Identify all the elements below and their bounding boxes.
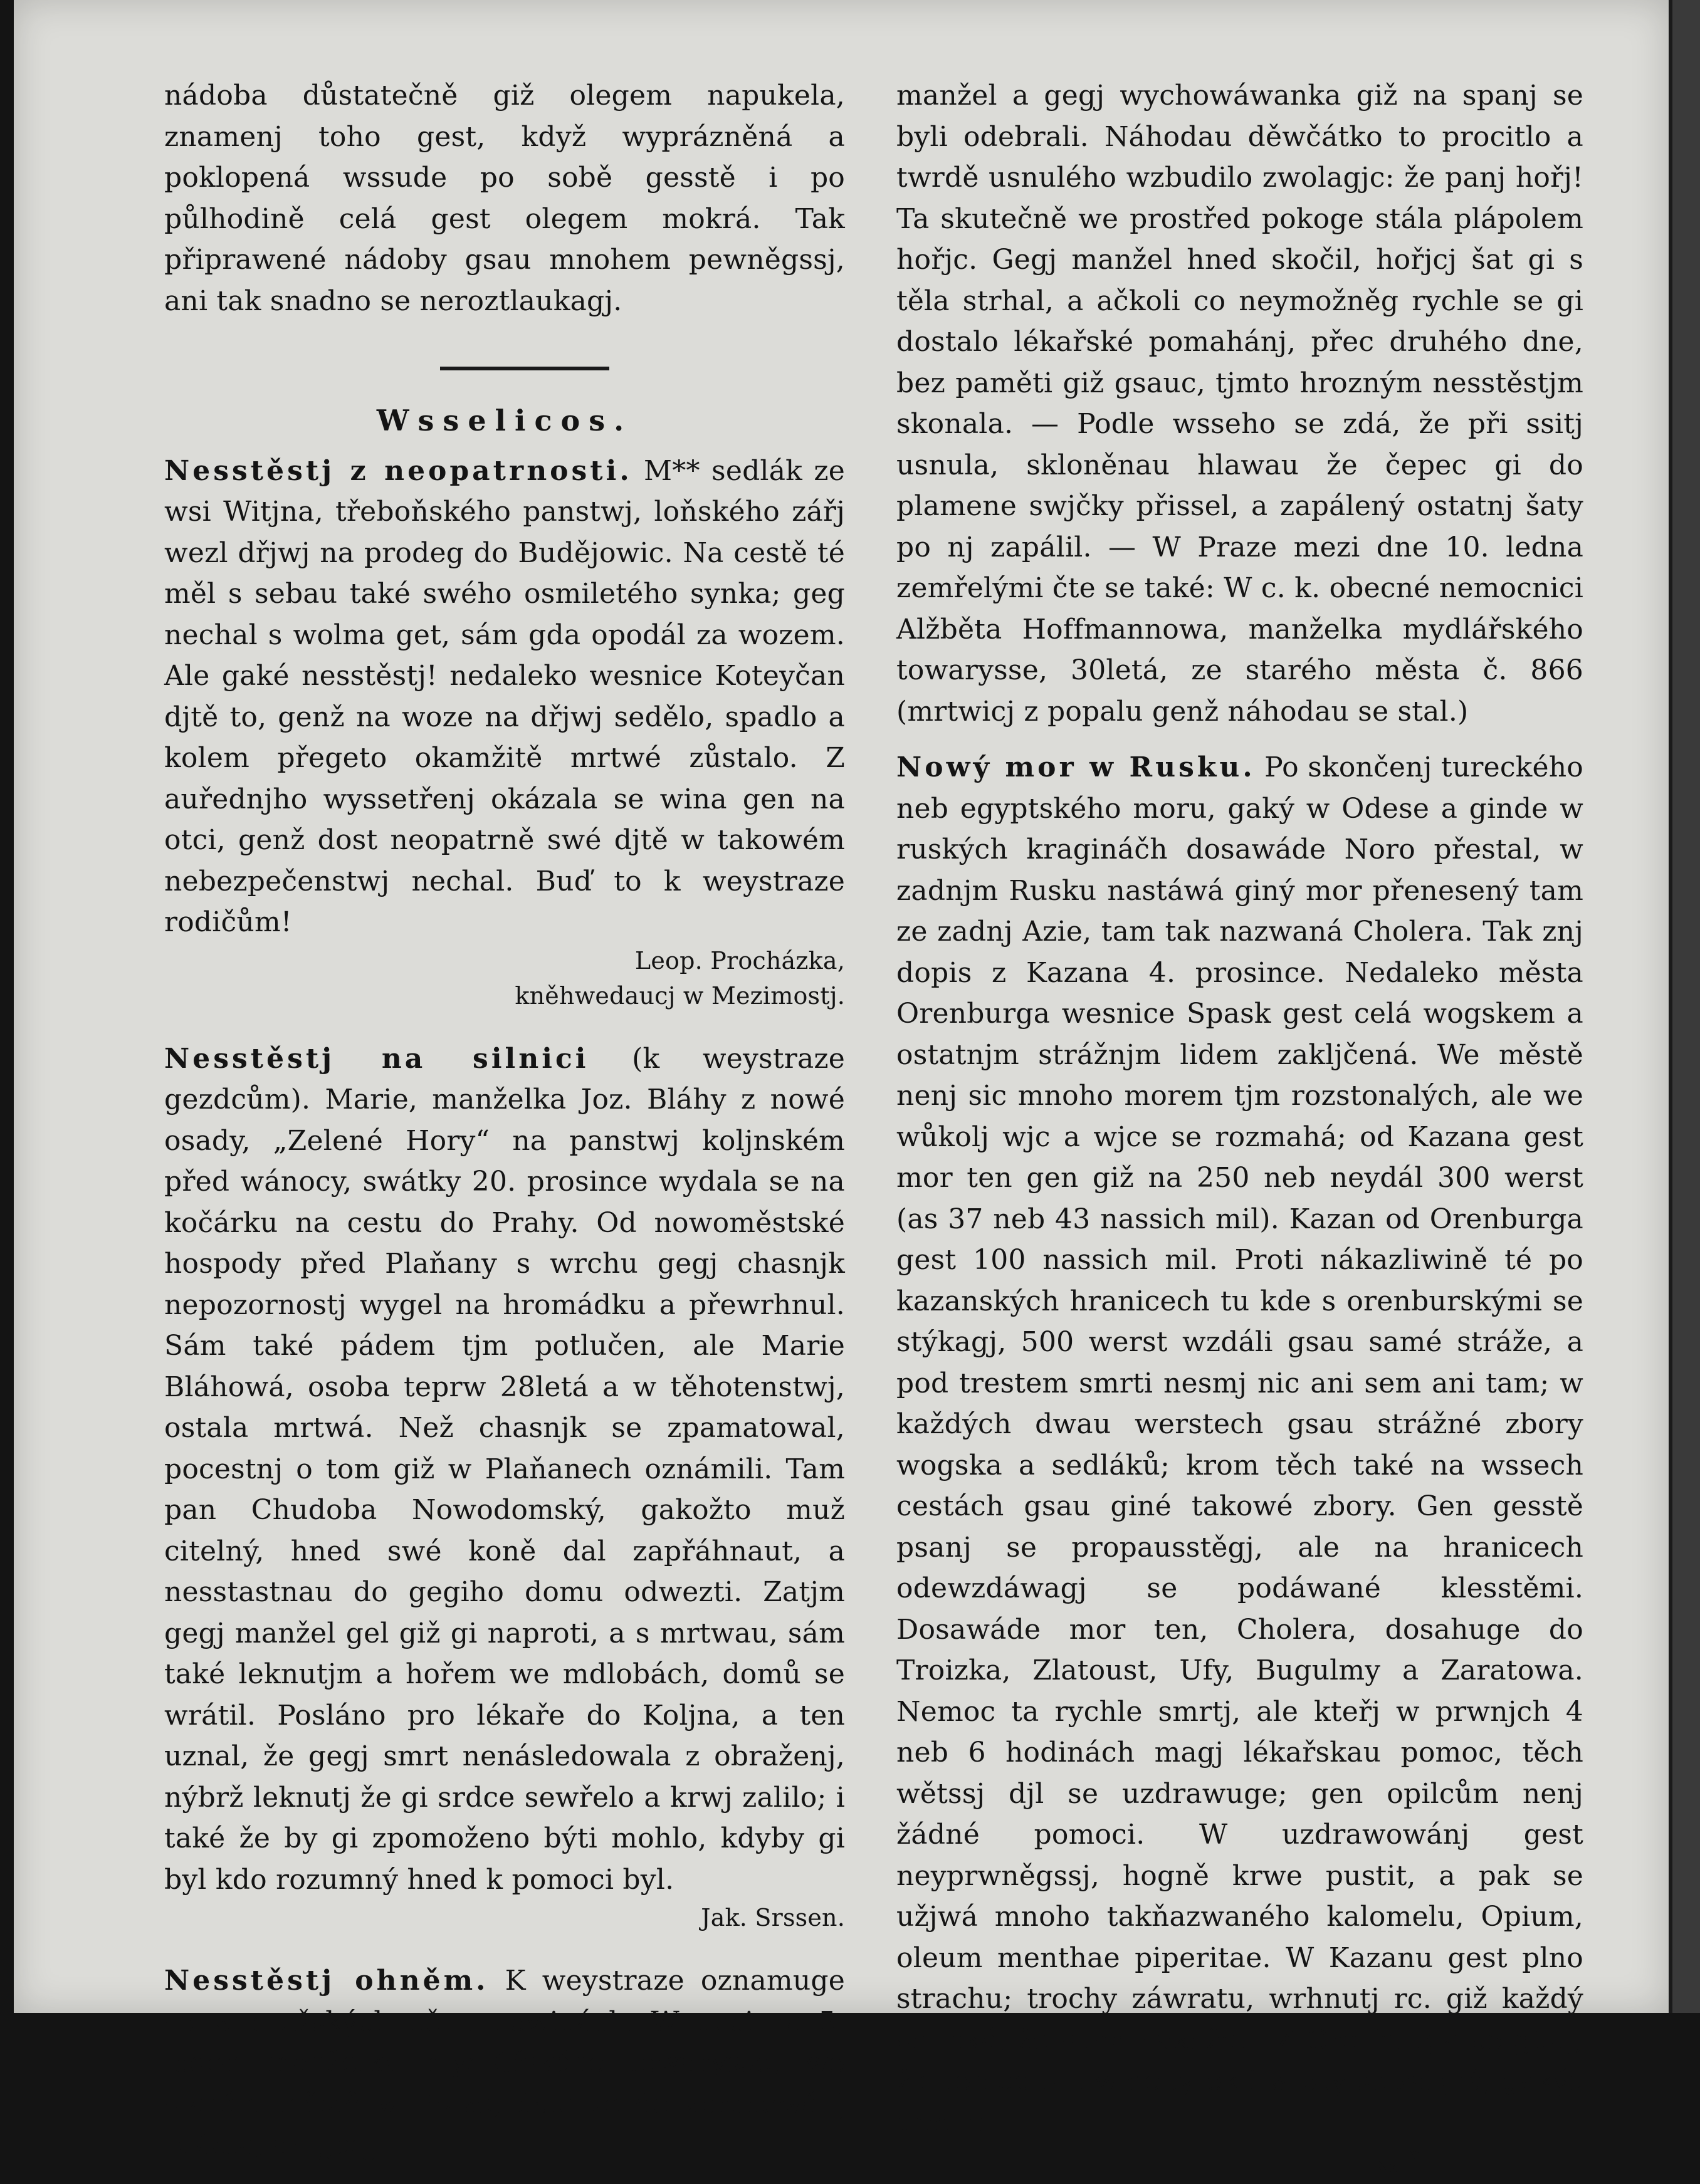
article-signature xyxy=(164,943,845,1013)
signature-name: Leop. Procházka, xyxy=(634,946,845,974)
signature-title: kněhwedaucj w Mezimostj. xyxy=(515,981,845,1010)
continuation-paragraph: manžel a gegj wychowáwanka giž na spanj se byli odebrali. Náhodau děwčátko to procitlo a twrdě usnulého wzbudilo zwolagjc: že panj hořj! Ta skutečně we prostřed pokoge stála plápolem hořjc. Gegj manžel hned skočil, hořjcj šat gi s těla strhal, a ačkoli co neymožněg rychle se gi dostalo lékařské pomahánj, přec druhého dne, bez paměti giž gsauc, tjmto hrozným nesstěstjm skonala. — Podle wsseho se zdá, že při ssitj usnula, skloněnau hlawau že čepec gi do plamene swjčky přissel, a zapálený ostatnj šaty po nj zapálil. — W Praze mezi dne 10. ledna zemřelými čte se také: W c. k. obecné nemocnici Alžběta Hoffmannowa, manželka mydlářského towarysse, 30letá, ze starého města č. 866 (mrtwicj z popalu genž náhodau se stal.) xyxy=(896,80,1583,728)
spacer xyxy=(164,1935,845,1960)
signature-name: Jak. Srssen. xyxy=(701,1904,845,1931)
article-lead: Nowý mor w Rusku. xyxy=(896,751,1256,783)
article-body: M** sedlák ze wsi Witjna, třeboňského panstwj, loňského zářj wezl dřjwj na prodeg do Budějowic. Na cestě té měl s sebau také swého osmiletého synka; geg nechal s wolma get, sám gda opodál za wozem. Ale gaké nesstěstj! nedaleko wesnice Koteyčan djtě to, genž na woze na dřjwj sedělo, spadlo a kolem přegeto okamžitě mrtwé zůstalo. Z auřednjho wyssetřenj okázala se wina gen na otci, genž dost neopatrně swé djtě w takowém nebezpečenstwj nechal. Buď to k weystraze rodičům! xyxy=(164,454,845,938)
article-body: (k weystraze gezdcům). Marie, manželka Joz. Bláhy z nowé osady, „Zelené Hory“ na panstwj koljnském před wánocy, swátky 20. prosince wydala se na kočárku na cestu do Prahy. Od nowoměstské hospody před Plaňany s wrchu gegj chasnjk nepozornostj wygel na hromádku a přewrhnul. Sám také pádem tjm potlučen, ale Marie Bláhowá, osoba teprw 28letá a w těhotenstwj, ostala mrtwá. Než chasnjk se zpamatowal, pocestnj o tom giž w Plaňanech oznámili. Tam pan Chudoba Nowodomský, gakožto muž citelný, hned swé koně dal zapřáhnaut, a nesstastnau do gegiho domu odwezti. Zatjm gegj manžel gel giž gi naproti, a s mrtwau, sám také leknutjm a hořem we mdlobách, domů se wrátil. Posláno pro lékaře do Koljna, a ten uznal, že gegj smrt nenásledowala z obraženj, nýbrž leknutj že gi srdce sewřelo a krwj zalilo; i také že by gi zpomoženo býti mohlo, kdyby gi byl kdo rozumný hned k pomoci byl. xyxy=(164,1042,846,1896)
section-divider xyxy=(440,367,609,370)
spacer xyxy=(164,1013,845,1038)
article-body: Po skončenj tureckého neb egyptského moru, gaký w Odese a ginde w ruských kragináčh dosawáde Noro přestal, w zadnjm Rusku nastáwá giný mor přenesený tam ze zadnj Azie, tam tak nazwaná Cholera. Tak znj dopis z Kazana 4. prosince. Nedaleko města Orenburga wesnice Spask gest celá wogskem a ostatnjm strážnjm lidem zakljčená. We městě nenj sic mnoho morem tjm rozstonalých, ale we wůkolj wjc a wjce se rozmahá; od Kazana gest mor ten gen giž na 250 neb neydál 300 werst (as 37 neb 43 nassich mil). Kazan od Orenburga gest 100 nassich mil. Proti nákazliwině té po kazanských hranicech tu kde s orenburskými se stýkagj, 500 werst wzdáli gsau samé stráže, a pod trestem smrti nesmj nic ani sem ani tam; w každých dwau werstech gsau strážné zbory wogska a sedláků; krom těch také na wssech cestách gsau giné takowé zbory. Gen gesstě psanj se propausstěgj, ale na hranicech odewzdáwagj se podáwané klesstěmi. Dosawáde mor ten, Cholera, dosahuge do Troizka, Zlatoust, Ufy, Bugulmy a Zaratowa. Nemoc ta rychle smrtj, ale kteřj w prwnjch 4 neb 6 hodinách magj lékařskau pomoc, těch wětssj djl se uzdrawuge; gen opilcům nenj žádné pomoci. W uzdrawowánj gest neyprwněgssj, hogně krwe pustit, a pak se užjwá mnoho takňazwaného kalomelu, Opium, oleum menthae piperitae. W Kazanu gest plno strachu; trochy záwratu, wrhnutj rc. giž každý se leká, že snad nakažen. Z Orenburga se gistj, že nemoc ta i w dobytek i w psy se zabjrá; gakýs tam le- xyxy=(896,751,1583,2138)
article-road-accident xyxy=(164,1038,845,1901)
article-body: K weystraze oznamuge se w pražských něm. nowinách: W noci na 5. leden manželka mydlářského towarysse, we starém městě w Praze, dala se do zpracowánj prádla, an gegj xyxy=(164,1965,846,2161)
article-lead: Nesstěstj z neopatrnosti. xyxy=(164,454,632,487)
binding-edge xyxy=(1669,0,1700,2013)
article-cholera-russia xyxy=(896,747,1583,2143)
section-heading: Wsselicos. xyxy=(376,404,633,437)
article-signature xyxy=(164,1900,845,1935)
catchword: kař xyxy=(1368,2147,1420,2179)
spacer xyxy=(896,732,1583,747)
intro-paragraph: nádoba důstatečně giž olegem napukela, znamenj toho gest, když wyprázněná a poklopená wssude po sobě gesstě i po půlhodině celá gest olegem mokrá. Tak připrawené nádoby gsau mnohem pewněgssj, ani tak snadno se neroztlaukagj. xyxy=(164,80,845,317)
article-lead: Nesstěstj ohněm. xyxy=(164,1965,489,1997)
article-fire-accident xyxy=(164,1960,845,2166)
article-accident-carelessness xyxy=(164,451,845,943)
article-lead: Nesstěstj na silnici xyxy=(164,1042,589,1075)
right-column xyxy=(896,75,1583,2184)
left-column xyxy=(164,75,845,2166)
newspaper-page xyxy=(14,0,1669,2179)
